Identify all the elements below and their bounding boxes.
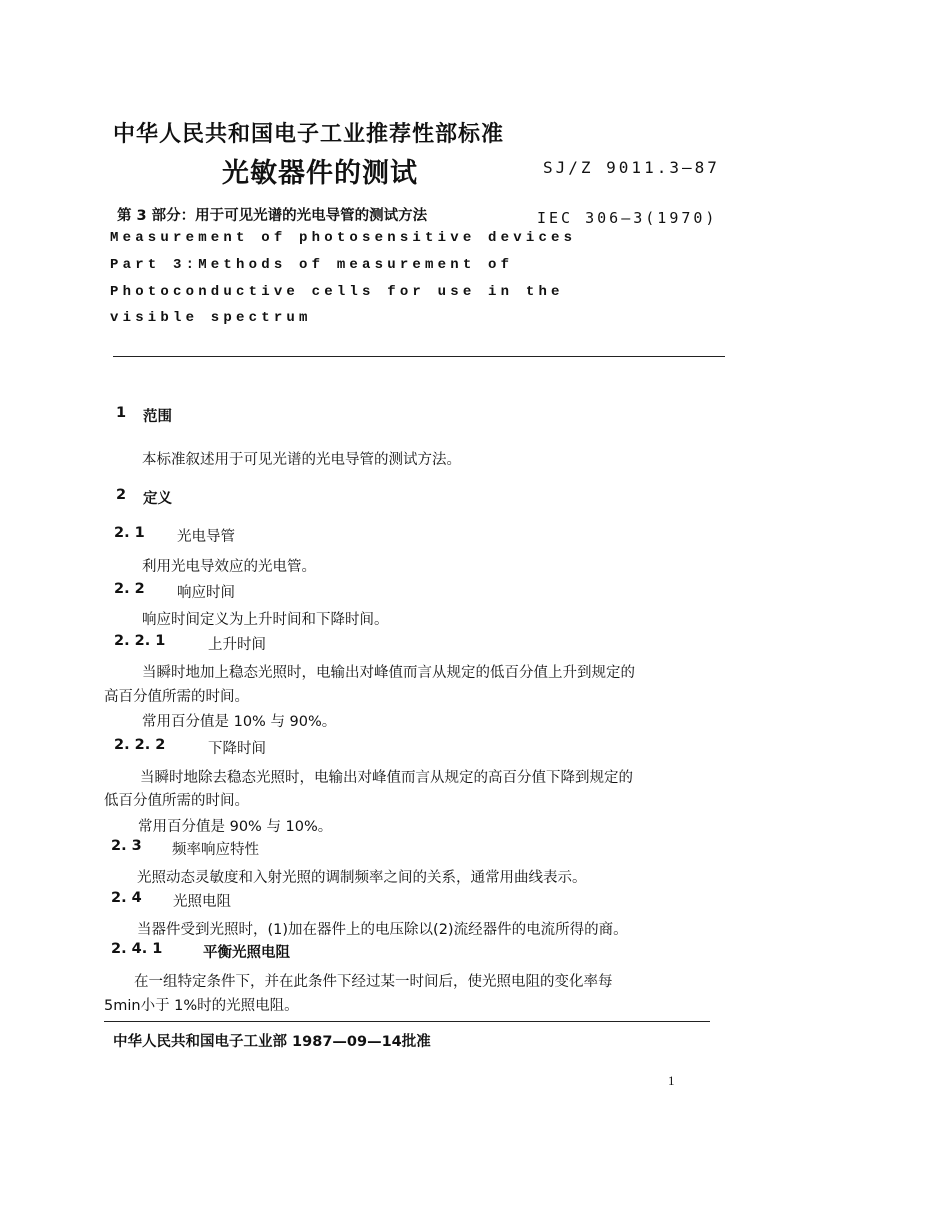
section-2-4-1-text-line-2: 5min小于 1%时的光照电阻。 (104, 998, 299, 1014)
document-title: 光敏器件的测试 (222, 158, 418, 189)
section-2-4-1-title: 平衡光照电阻 (203, 945, 290, 961)
approval-line: 中华人民共和国电子工业部 1987—09—14批准 (113, 1034, 431, 1050)
page-number: 1 (668, 1073, 675, 1088)
section-2-4-title: 光照电阻 (173, 894, 231, 910)
section-2-2-2-text-line-1: 当瞬时地除去稳态光照时，电输出对峰值而言从规定的高百分值下降到规定的 (140, 770, 633, 786)
section-2-2-text: 响应时间定义为上升时间和下降时间。 (142, 612, 389, 628)
section-2-1-number: 2. 1 (114, 525, 145, 541)
section-2-1-text: 利用光电导效应的光电管。 (142, 559, 316, 575)
english-title-line-2: Part 3:Methods of measurement of (110, 257, 514, 273)
iec-reference: IEC 306—3(1970) (537, 209, 718, 227)
english-title-line-4: visible spectrum (110, 310, 312, 326)
section-2-2-2-number: 2. 2. 2 (114, 737, 166, 753)
footer-divider (104, 1021, 710, 1022)
section-2-2-1-text-line-1: 当瞬时地加上稳态光照时，电输出对峰值而言从规定的低百分值上升到规定的 (142, 665, 635, 681)
section-2-2-1-number: 2. 2. 1 (114, 633, 166, 649)
section-1-text: 本标准叙述用于可见光谱的光电导管的测试方法。 (142, 452, 461, 468)
section-1-title: 范围 (143, 409, 172, 425)
section-2-2-title: 响应时间 (177, 585, 235, 601)
header-divider (113, 356, 725, 357)
part-title-cn: 第 3 部分：用于可见光谱的光电导管的测试方法 (117, 208, 428, 224)
standard-number: SJ/Z 9011.3—87 (543, 158, 720, 177)
section-1-number: 1 (116, 405, 127, 421)
section-2-2-2-text-line-3: 常用百分值是 90% 与 10%。 (138, 819, 333, 835)
english-title-line-3: Photoconductive cells for use in the (110, 284, 564, 300)
section-2-3-title: 频率响应特性 (172, 842, 259, 858)
section-2-4-text: 当器件受到光照时，(1)加在器件上的电压除以(2)流经器件的电流所得的商。 (137, 922, 628, 938)
section-2-title: 定义 (143, 491, 172, 507)
section-2-number: 2 (116, 487, 127, 503)
section-2-2-2-title: 下降时间 (208, 741, 266, 757)
section-2-2-2-text-line-2: 低百分值所需的时间。 (104, 793, 249, 809)
section-2-3-text: 光照动态灵敏度和入射光照的调制频率之间的关系，通常用曲线表示。 (137, 870, 587, 886)
section-2-2-number: 2. 2 (114, 581, 145, 597)
section-2-4-number: 2. 4 (111, 890, 142, 906)
section-2-2-1-text-line-2: 高百分值所需的时间。 (104, 689, 249, 705)
section-2-4-1-text-line-1: 在一组特定条件下，并在此条件下经过某一时间后，使光照电阻的变化率每 (134, 974, 613, 990)
english-title-line-1: Measurement of photosensitive devices (110, 230, 577, 246)
section-2-2-1-title: 上升时间 (208, 637, 266, 653)
section-2-3-number: 2. 3 (111, 838, 142, 854)
section-2-1-title: 光电导管 (177, 529, 235, 545)
section-2-2-1-text-line-3: 常用百分值是 10% 与 90%。 (142, 714, 337, 730)
org-title: 中华人民共和国电子工业推荐性部标准 (113, 122, 505, 147)
section-2-4-1-number: 2. 4. 1 (111, 941, 163, 957)
